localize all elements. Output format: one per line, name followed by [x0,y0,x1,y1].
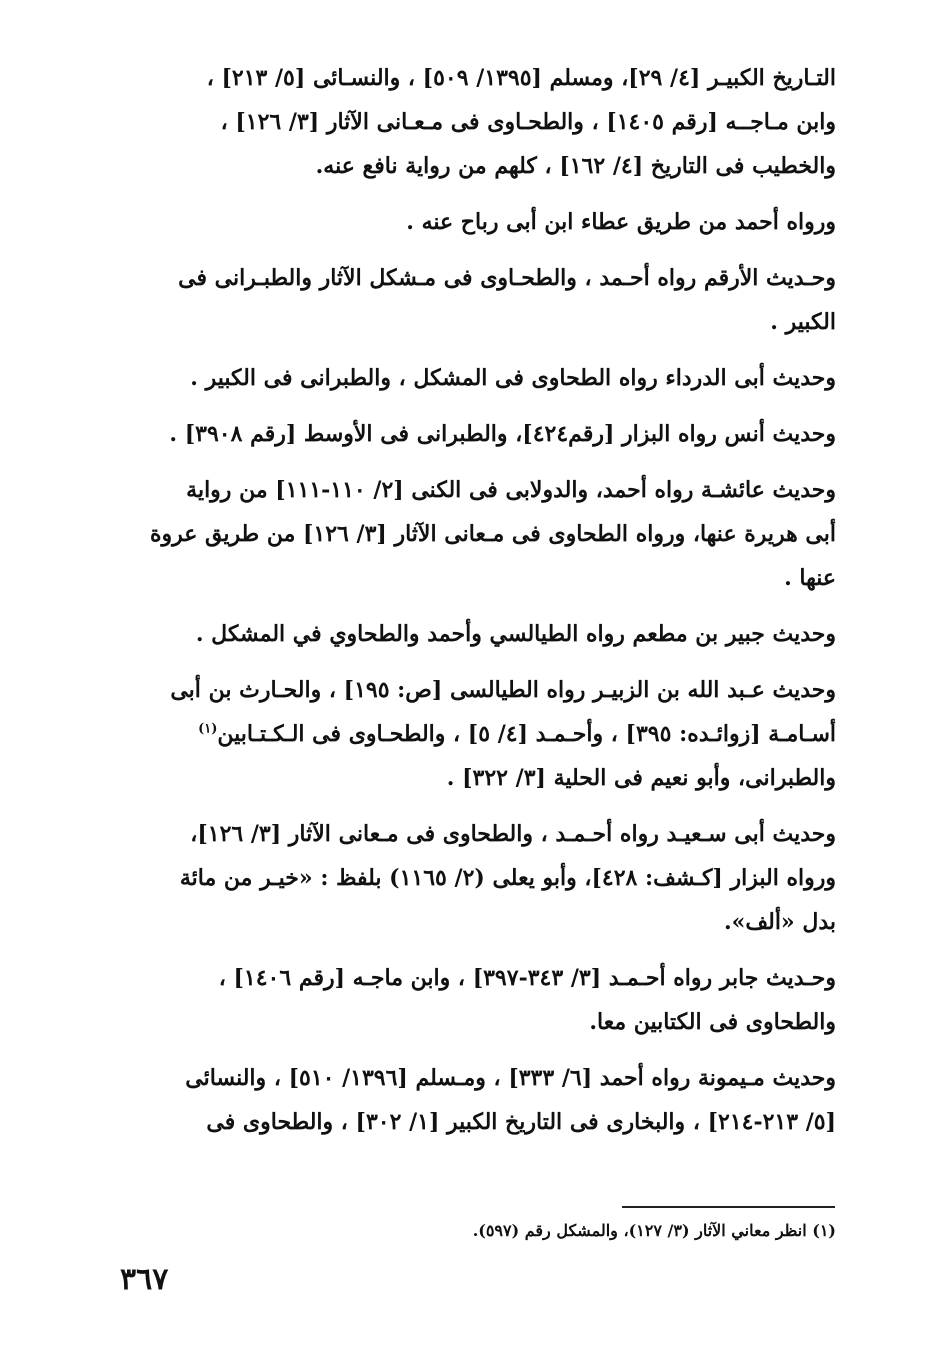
main-text [124,56,836,1156]
text-line: التـاريخ الكبيـر [٤/ ٢٩]، ومسلم [١٣٩٥/ ٥٠٩] ، والنسـائى [٥/ ٢١٣] ، [206,65,836,91]
text-line: وحديث أبى الدرداء رواه الطحاوى فى المشكل ، والطبرانى فى الكبير . [190,365,836,391]
text-line: وحديث عـبد الله بن الزبيـر رواه الطيالسى [ص: ١٩٥] ، والحـارث بن أبى [170,677,836,703]
text-line: عنها . [784,565,836,591]
paragraph [124,1056,836,1144]
text-line: والخطيب فى التاريخ [٤/ ١٦٢] ، كلهم من رواية نافع عنه. [315,153,836,179]
text-line-content: أسـامـة [زوائـده: ٣٩٥] ، وأحـمـد [٤/ ٥] ، والطحـاوى فى الـكـتـابين [217,721,836,747]
paragraph [124,668,836,800]
text-line: وحـديث الأرقم رواه أحـمد ، والطحـاوى فى مـشكل الآثار والطبـرانى فى [178,265,836,291]
text-line [124,712,836,756]
text-line: وحديث عائشـة رواه أحمد، والدولابى فى الكنى [٢/ ١١٠-١١١] من رواية [186,477,836,503]
footnote-marker: (١) [198,721,218,737]
paragraph [124,56,836,188]
text-line: وحديث أنس رواه البزار [رقم٤٢٤]، والطبرانى فى الأوسط [رقم ٣٩٠٨] . [169,421,836,447]
text-line: أبى هريرة عنها، ورواه الطحاوى فى مـعانى الآثار [٣/ ١٢٦] من طريق عروة [149,521,836,547]
text-line: وابن مـاجــه [رقم ١٤٠٥] ، والطحـاوى فى مـعـانى الآثار [٣/ ١٢٦] ، [220,109,836,135]
footnote-divider [622,1206,835,1208]
paragraph [124,256,836,344]
paragraph [124,412,836,456]
footnote: (١) انظر معاني الآثار (٣/ ١٢٧)، والمشكل رقم (٥٩٧). [472,1221,836,1240]
text-line: والطبرانى، وأبو نعيم فى الحلية [٣/ ٣٢٢] . [446,765,836,791]
text-line: وحـديث جابر رواه أحـمـد [٣/ ٣٤٣-٣٩٧] ، وابن ماجـه [رقم ١٤٠٦] ، [218,965,836,991]
text-line: وحديث جبير بن مطعم رواه الطيالسي وأحمد والطحاوي في المشكل . [195,621,836,647]
paragraph [124,468,836,600]
paragraph [124,956,836,1044]
text-line: والطحاوى فى الكتابين معا. [589,1009,836,1035]
text-line: وحديث مـيمونة رواه أحمد [٦/ ٣٣٣] ، ومـسلم [١٣٩٦/ ٥١٠] ، والنسائى [185,1065,836,1091]
text-line: الكبير . [770,309,836,335]
text-line: [٥/ ٢١٣-٢١٤] ، والبخارى فى التاريخ الكبير [١/ ٣٠٢] ، والطحاوى فى [206,1109,836,1135]
text-line: ورواه أحمد من طريق عطاء ابن أبى رباح عنه . [406,209,836,235]
page-number: ٣٦٧ [120,1262,169,1297]
text-line: ورواه البزار [كـشف: ٤٢٨]، وأبو يعلى (٢/ ١١٦٥) بلفظ : «خيـر من مائة [179,865,836,891]
paragraph [124,200,836,244]
text-line: بدل «ألف». [723,909,836,935]
text-line: وحديث أبى سـعيـد رواه أحـمـد ، والطحاوى فى مـعانى الآثار [٣/ ١٢٦]، [190,821,836,847]
paragraph [124,612,836,656]
paragraph [124,356,836,400]
paragraph [124,812,836,944]
